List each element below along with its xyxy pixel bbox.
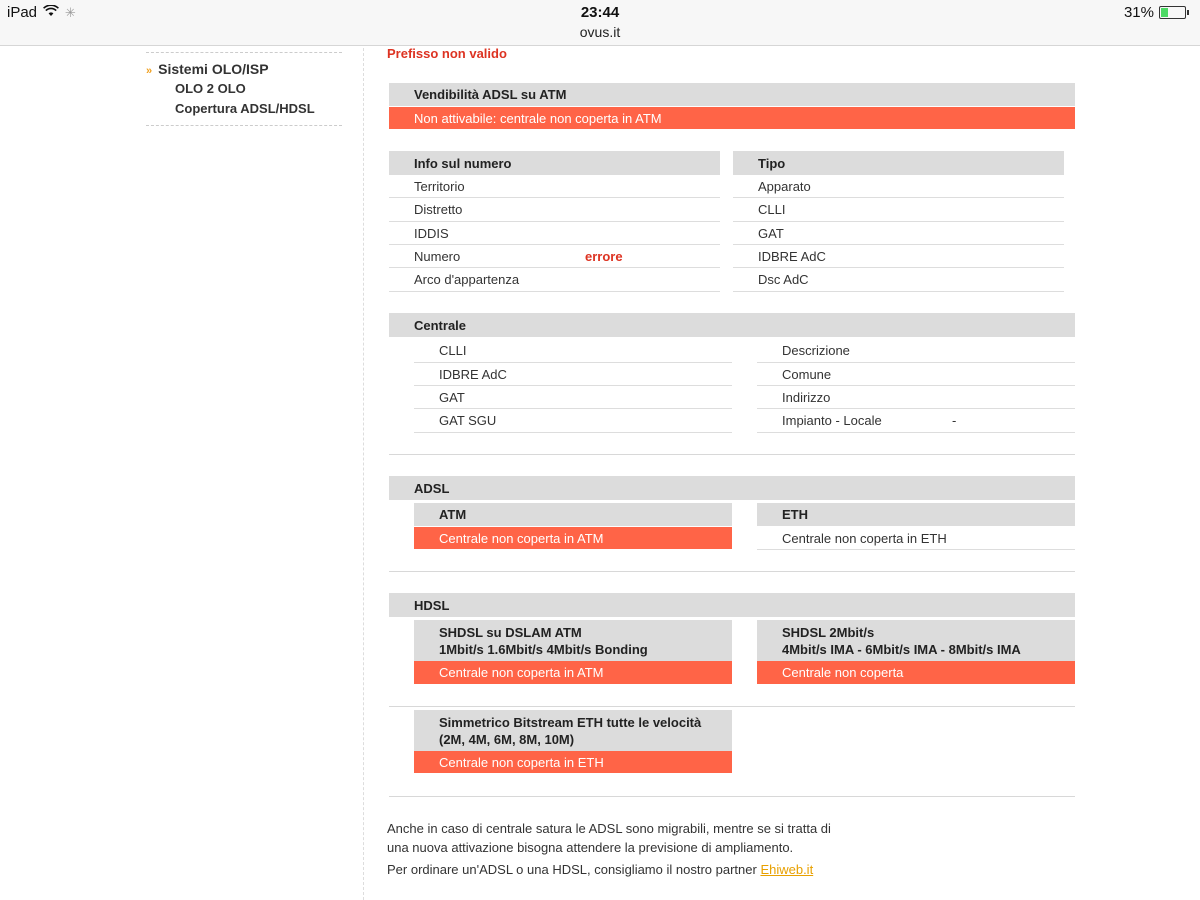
adsl-eth-status xyxy=(757,527,1075,550)
centrale-header: Centrale xyxy=(389,313,1075,337)
hdsl-header: HDSL xyxy=(389,593,1075,617)
row-label: Territorio xyxy=(414,178,465,194)
numero-error-value: errore xyxy=(585,248,623,264)
bitstream-status: Centrale non coperta in ETH xyxy=(414,751,732,773)
content-divider xyxy=(363,48,364,900)
bitstream-header xyxy=(414,710,732,751)
header-line: 4Mbit/s IMA - 6Mbit/s IMA - 8Mbit/s IMA xyxy=(782,642,1021,657)
row-label: Impianto - Locale xyxy=(782,413,882,428)
separator xyxy=(389,796,1075,797)
adsl-atm-header: ATM xyxy=(414,503,732,526)
row-label: GAT xyxy=(439,389,465,405)
header-line: 1Mbit/s 1.6Mbit/s 4Mbit/s Bonding xyxy=(439,642,648,657)
sidebar-item-olo2olo[interactable]: OLO 2 OLO xyxy=(175,81,246,96)
page-error-title: Prefisso non valido xyxy=(387,46,507,61)
header-line: (2M, 4M, 6M, 8M, 10M) xyxy=(439,732,575,747)
header-line: Simmetrico Bitstream ETH tutte le velocità xyxy=(439,715,702,730)
tipo-row-idbre xyxy=(733,245,1064,268)
battery-icon xyxy=(1159,6,1186,19)
footer-text: Per ordinare un'ADSL o una HDSL, consigliamo il nostro partner xyxy=(387,862,757,877)
row-label: Descrizione xyxy=(782,343,850,358)
shdsl-2m-header xyxy=(757,620,1075,661)
shdsl-2m-status: Centrale non coperta xyxy=(757,661,1075,684)
row-label: Arco d'appartenza xyxy=(414,272,520,287)
vendibilita-status: Non attivabile: centrale non coperta in ATM xyxy=(389,107,1075,129)
shdsl-atm-header xyxy=(414,620,732,661)
header-line: SHDSL su DSLAM ATM xyxy=(439,625,582,640)
info-row-territorio xyxy=(389,175,720,198)
device-label: iPad xyxy=(7,4,38,21)
footer-line: una nuova attivazione bisogna attendere la previsione di ampliamento. xyxy=(387,840,794,855)
row-label: Centrale non coperta in ETH xyxy=(782,530,947,546)
centrale-row-descrizione xyxy=(757,339,1075,363)
tipo-row-clli xyxy=(733,198,1064,222)
row-label: IDBRE AdC xyxy=(439,366,507,382)
footer-note xyxy=(387,819,1087,879)
row-label: Distretto xyxy=(414,202,463,217)
info-row-numero xyxy=(389,245,720,268)
row-label: Apparato xyxy=(758,178,811,194)
centrale-row-comune xyxy=(757,363,1075,386)
row-label: Indirizzo xyxy=(782,389,831,405)
centrale-row-gat xyxy=(414,386,732,409)
row-label: GAT SGU xyxy=(439,413,497,428)
partner-link[interactable]: Ehiweb.it xyxy=(760,862,814,877)
footer-partner-line xyxy=(387,860,1087,879)
tipo-row-dsc xyxy=(733,268,1064,292)
loading-spinner-icon: ✳ xyxy=(65,4,76,20)
row-label: Comune xyxy=(782,366,832,382)
adsl-atm-status: Centrale non coperta in ATM xyxy=(414,527,732,549)
header-line: SHDSL 2Mbit/s xyxy=(782,625,875,640)
adsl-header: ADSL xyxy=(389,476,1075,500)
adsl-eth-header: ETH xyxy=(757,503,1075,526)
impianto-value: - xyxy=(952,413,957,428)
row-label: CLLI xyxy=(439,343,467,358)
sidebar-divider-bottom xyxy=(146,125,342,126)
battery-percent: 31% xyxy=(1123,4,1154,21)
info-numero-header: Info sul numero xyxy=(389,151,720,175)
tipo-row-gat xyxy=(733,222,1064,245)
row-label: CLLI xyxy=(758,202,786,217)
centrale-row-indirizzo xyxy=(757,386,1075,409)
status-bar xyxy=(0,0,1200,46)
sidebar-item-copertura[interactable]: Copertura ADSL/HDSL xyxy=(175,101,315,116)
tipo-header: Tipo xyxy=(733,151,1064,175)
separator xyxy=(389,706,1075,707)
row-label: Numero xyxy=(414,248,461,264)
info-row-iddis xyxy=(389,222,720,245)
centrale-row-gat-sgu xyxy=(414,409,732,433)
separator xyxy=(389,454,1075,455)
info-row-distretto xyxy=(389,198,720,222)
sidebar-divider-top xyxy=(146,52,342,53)
footer-line: Anche in caso di centrale satura le ADSL sono migrabili, mentre se si tratta di xyxy=(387,821,831,836)
row-label: IDBRE AdC xyxy=(758,248,826,264)
battery-level xyxy=(1161,8,1168,17)
sidebar-item-label: Sistemi OLO/ISP xyxy=(158,61,269,77)
sidebar-item-sistemi-olo[interactable] xyxy=(146,61,269,77)
tipo-row-apparato xyxy=(733,175,1064,198)
clock: 23:44 xyxy=(580,4,620,21)
vendibilita-header: Vendibilità ADSL su ATM xyxy=(389,83,1075,106)
row-label: IDDIS xyxy=(414,225,449,241)
separator xyxy=(389,571,1075,572)
row-label: GAT xyxy=(758,225,784,241)
info-row-arco xyxy=(389,268,720,292)
centrale-row-impianto xyxy=(757,409,1075,433)
chevron-right-icon: » xyxy=(146,65,153,77)
centrale-row-clli xyxy=(414,339,732,363)
sidebar xyxy=(146,52,342,116)
url-bar[interactable]: ovus.it xyxy=(579,24,621,40)
shdsl-atm-status: Centrale non coperta in ATM xyxy=(414,661,732,684)
status-right xyxy=(1124,4,1186,21)
centrale-row-idbre xyxy=(414,363,732,386)
row-label: Dsc AdC xyxy=(758,272,809,287)
